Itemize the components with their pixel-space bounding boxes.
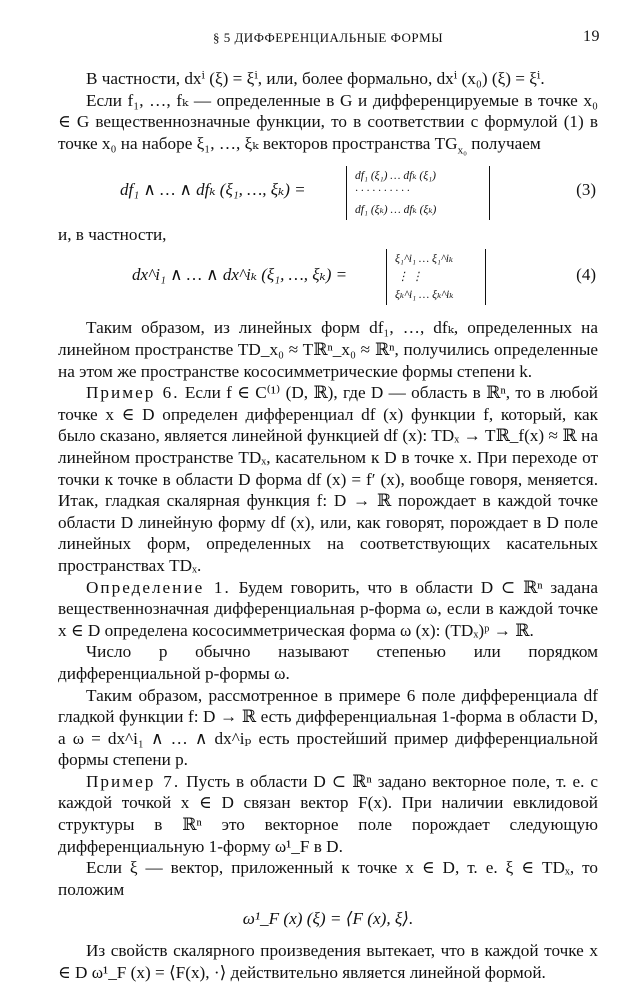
det4-row1: ξ₁^i₁ … ξ₁^iₖ [395, 253, 454, 266]
paragraph-10: Если ξ — вектор, приложенный к точке x ∈ D, т. е. ξ ∈ TDₓ, то положим [58, 858, 598, 899]
det3-row1: df₁ (ξ₁) … dfₖ (ξ₁) [355, 169, 436, 182]
equation-4 [58, 245, 598, 309]
paragraph-1: В частности, dxⁱ (ξ) = ξⁱ, или, более формально, dxⁱ (x₀) (ξ) = ξⁱ. [86, 69, 545, 88]
paragraph-3: и, в частности, [58, 224, 167, 244]
header-title: § 5 ДИФФЕРЕНЦИАЛЬНЫЕ ФОРМЫ [212, 30, 444, 45]
paragraph-9: Пример 7. Пусть в области D ⊂ ℝⁿ задано векторное поле, т. е. с каждой точкой x ∈ D связан вектор F(x). При наличии евклидовой структуры в ℝⁿ это векторное поле порождает следующую дифференциальную 1-форму ω¹_F в D. [58, 771, 599, 856]
paragraph-8: Таким образом, рассмотренное в примере 6 поле дифференциала df гладкой функции f: D → ℝ есть дифференциальная 1-форма в области D, а ω = dx^i₁ ∧ … ∧ dx^iₚ есть простейший пример дифференциальной формы степени p. [58, 685, 598, 770]
determinant-3 [346, 166, 490, 220]
definition-1-label: Определение 1. [86, 577, 231, 597]
det3-row2: · · · · · · · · · · [355, 184, 410, 197]
equation-4-lhs: dx^i₁ ∧ … ∧ dx^iₖ (ξ₁, …, ξₖ) = [132, 265, 348, 285]
example-7-label: Пример 7. [86, 771, 181, 791]
paragraph-6: Определение 1. Будем говорить, что в области D ⊂ ℝⁿ задана вещественнозначная дифференциальная p-форма ω, если в каждой точке x ∈ D определена кососимметрическая форма ω (x): (TDₓ)ᵖ → ℝ. [58, 577, 599, 640]
equation-3-number: (3) [576, 179, 596, 199]
equation-4-number: (4) [576, 265, 596, 285]
equation-3-lhs: df₁ ∧ … ∧ dfₖ (ξ₁, …, ξₖ) = [120, 179, 306, 199]
running-header [58, 28, 598, 52]
paragraph-11: Из свойств скалярного произведения вытекает, что в каждой точке x ∈ D ω¹_F (x) = ⟨F(x), ·⟩ действительно является линейной формой. [58, 941, 598, 982]
paragraph-4: Таким образом, из линейных форм df₁, …, dfₖ, определенных на линейном пространстве TD_x₀ ≈ Tℝⁿ_x₀ ≈ ℝⁿ, получились определенные на этом же пространстве кососимметрические формы степени k. [58, 318, 598, 381]
equation-3 [58, 162, 598, 224]
equation-5: ω¹_F (x) (ξ) = ⟨F (x), ξ⟩. [242, 909, 414, 929]
det3-row3: df₁ (ξₖ) … dfₖ (ξₖ) [355, 203, 437, 216]
det4-row3: ξₖ^i₁ … ξₖ^iₖ [395, 289, 454, 302]
page [58, 28, 598, 983]
paragraph-2: Если f₁, …, fₖ — определенные в G и дифференцируемые в точке x₀ ∈ G вещественнозначные функции, то в соответствии с формулой (1) в точке x₀ на наборе ξ₁, …, ξₖ векторов пространства $TG_{x_0}$ получаем [58, 90, 598, 157]
page-number: 19 [583, 28, 600, 45]
paragraph-7: Число p обычно называют степенью или порядком дифференциальной p-формы ω. [58, 642, 598, 683]
det4-row2: ⋮ ⋮ [397, 271, 423, 284]
example-6-label: Пример 6. [86, 383, 180, 403]
paragraph-5: Пример 6. Если f ∈ C⁽¹⁾ (D, ℝ), где D — область в ℝⁿ, то в любой точке x ∈ D определен дифференциал df (x) функции f, который, как было сказано, является линейной функцией df (x): TDₓ → Tℝ_f(x) ≈ ℝ на линейном пространстве TDₓ, касательном к D в точке x. При переходе от точки к точке в области D форма df (x) = f′ (x), вообще говоря, меняется. Итак, гладкая скалярная функция f: D → ℝ порождает в каждой точке области D линейную форму df (x), или, как говорят, порождает в D поле линейных форм, определенных на соответствующих касательных пространствах TDₓ. [58, 383, 598, 575]
determinant-4 [386, 249, 486, 305]
